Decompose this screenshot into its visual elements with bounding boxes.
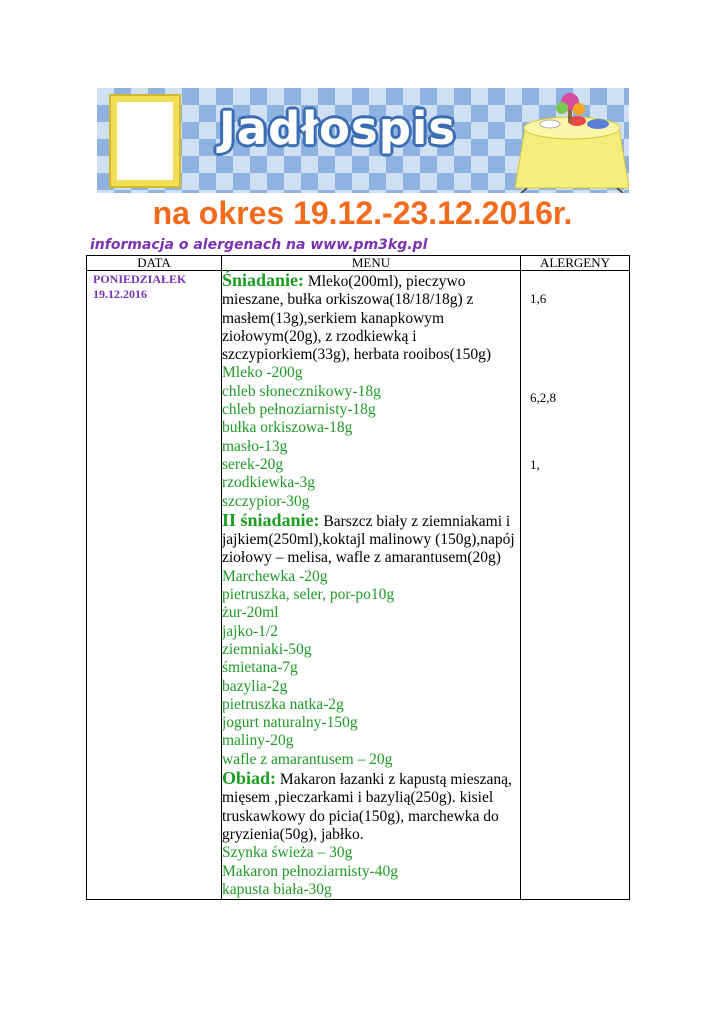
ingredient-item: śmietana-7g <box>222 659 298 677</box>
header-banner <box>97 88 629 193</box>
menu-period: na okres 19.12.-23.12.2016r. <box>152 195 573 231</box>
allergen-info-link[interactable]: informacja o alergenach na www.pm3kg.pl <box>90 237 428 253</box>
banner-title: Jadłospis <box>219 102 457 155</box>
meal-second-breakfast <box>222 511 520 769</box>
day-name: PONIEDZIAŁEK <box>93 272 187 286</box>
ingredient-item: rzodkiewka-3g <box>222 474 315 492</box>
ingredient-item: jogurt naturalny-150g <box>222 714 358 732</box>
ingredient-item: chleb słonecznikowy-18g <box>222 382 381 400</box>
menu-cell <box>222 271 521 900</box>
ingredient-item: maliny-20g <box>222 732 294 750</box>
ingredient-item: Makaron pełnoziarnisty-40g <box>222 862 399 880</box>
date-cell <box>87 271 222 900</box>
photo-frame <box>111 96 179 186</box>
ingredient-item: Szynka świeża – 30g <box>222 844 353 862</box>
ingredient-item: wafle z amarantusem – 20g <box>222 750 393 768</box>
ingredient-item: szczypior-30g <box>222 492 310 510</box>
allergens-cell <box>521 271 630 900</box>
meal-title: Śniadanie: <box>222 270 305 290</box>
ingredient-item: bazylia-2g <box>222 677 288 695</box>
ingredient-item: bułka orkiszowa-18g <box>222 419 353 437</box>
meal-title: Obiad: <box>222 768 277 789</box>
ingredient-item: kapusta biała-30g <box>222 880 332 898</box>
table-header-row <box>87 256 630 271</box>
day-date: 19.12.2016 <box>93 287 147 301</box>
meal-description: Makaron łazanki z kapustą mieszaną, mięsem ,pieczarkami i bazylią(250g). kisiel truskawkowy do picia(150g), marchewka do gryzienia(50g), jabłko. <box>222 771 512 843</box>
meal-description: Mleko(200ml), pieczywo mieszane, bułka orkiszowa(18/18/18g) z masłem(13g),serkiem kanapkowym ziołowym(20g), z rzodkiewką i szczypiorkiem(33g), herbata rooibos(150g) <box>222 273 492 364</box>
table-illustration-icon <box>515 88 629 193</box>
ingredient-item: serek-20g <box>222 455 284 473</box>
allergen-value: 1,6 <box>530 291 547 306</box>
ingredient-item: pietruszka, seler, por-po10g <box>222 586 395 604</box>
table-row <box>87 271 630 900</box>
ingredient-item: ziemniaki-50g <box>222 640 312 658</box>
allergen-value: 6,2,8 <box>530 390 556 405</box>
meal-description: Barszcz biały z ziemniakami i jajkiem(250ml),koktajl malinowy (150g),napój ziołowy – melisa, wafle z amarantusem(20g) <box>222 512 515 567</box>
ingredient-item: masło-13g <box>222 437 288 455</box>
meal-lunch <box>222 769 520 899</box>
ingredient-item: Marchewka -20g <box>222 567 328 585</box>
meal-title: II śniadanie: <box>222 509 320 530</box>
meal-breakfast <box>222 271 520 511</box>
ingredient-item: pietruszka natka-2g <box>222 695 344 713</box>
ingredient-item: Mleko -200g <box>222 364 303 382</box>
column-header-menu: MENU <box>222 256 521 271</box>
column-header-allergens: ALERGENY <box>521 256 630 271</box>
ingredient-item: jajko-1/2 <box>222 622 278 640</box>
ingredient-item: chleb pełnoziarnisty-18g <box>222 401 376 419</box>
column-header-date: DATA <box>87 256 222 271</box>
ingredient-item: żur-20ml <box>222 604 279 622</box>
menu-table <box>86 255 630 900</box>
allergen-value: 1, <box>530 457 540 472</box>
